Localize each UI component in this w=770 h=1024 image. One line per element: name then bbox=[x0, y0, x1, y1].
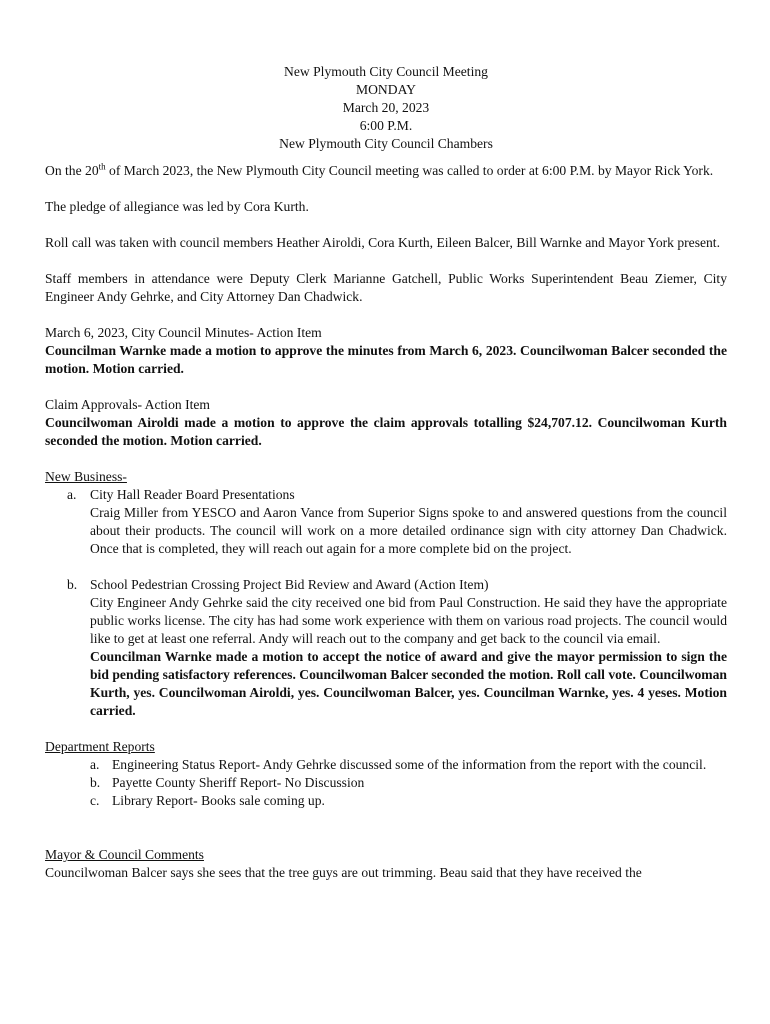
item-marker: a. bbox=[67, 487, 77, 502]
item-title: School Pedestrian Crossing Project Bid Review and Award (Action Item) bbox=[90, 577, 489, 592]
mayor-comments-heading: Mayor & Council Comments bbox=[45, 847, 204, 862]
opening-text-end: of March 2023, the New Plymouth City Council meeting was called to order at 6:00 P.M. by Mayor Rick York. bbox=[105, 163, 714, 178]
meeting-header bbox=[45, 63, 727, 153]
meeting-title: New Plymouth City Council Meeting bbox=[284, 64, 488, 79]
minutes-motion: Councilman Warnke made a motion to approve the minutes from March 6, 2023. Councilwoman Balcer seconded the motion. Motion carried. bbox=[45, 343, 727, 376]
new-business-section bbox=[45, 468, 727, 720]
new-business-item-b bbox=[45, 576, 727, 720]
item-marker: b. bbox=[90, 775, 101, 790]
item-marker: b. bbox=[67, 577, 78, 592]
report-item-a bbox=[45, 756, 727, 774]
roll-call-paragraph: Roll call was taken with council members Heather Airoldi, Cora Kurth, Eileen Balcer, Bill Warnke and Mayor York present. bbox=[45, 235, 720, 250]
minutes-section bbox=[45, 324, 727, 378]
minutes-title: March 6, 2023, City Council Minutes- Action Item bbox=[45, 325, 322, 340]
item-motion: Councilman Warnke made a motion to accept the notice of award and give the mayor permission to sign the bid pending satisfactory references. Councilwoman Balcer seconded the motion. Roll call vote. Councilwoman Kurth, yes. Councilwoman Airoldi, yes. Councilwoman Balcer, yes. Councilman Warnke, yes. 4 yeses. Motion carried. bbox=[90, 649, 727, 718]
report-item-c bbox=[45, 792, 727, 810]
item-title: City Hall Reader Board Presentations bbox=[90, 487, 295, 502]
meeting-day: MONDAY bbox=[356, 82, 416, 97]
department-reports-heading: Department Reports bbox=[45, 739, 155, 754]
item-text: City Engineer Andy Gehrke said the city received one bid from Paul Construction. He said they have the appropriate public works license. The city has had some work experience with them on various road projects. The council would like to get at least one referral. Andy will reach out to the company and get back to the council via email. bbox=[90, 595, 727, 646]
opening-text-start: On the 20 bbox=[45, 163, 99, 178]
item-text: Engineering Status Report- Andy Gehrke discussed some of the information from the report with the council. bbox=[112, 757, 707, 772]
claims-motion: Councilwoman Airoldi made a motion to approve the claim approvals totalling $24,707.12. Councilwoman Kurth seconded the motion. Motion carried. bbox=[45, 415, 727, 448]
item-marker: c. bbox=[90, 793, 100, 808]
claims-section bbox=[45, 396, 727, 450]
opening-paragraph bbox=[45, 162, 727, 180]
document-page bbox=[45, 63, 727, 882]
item-text: Craig Miller from YESCO and Aaron Vance from Superior Signs spoke to and answered questions from the council about their products. The council will work on a more detailed ordinance sign with city attorney Dan Chadwick. Once that is completed, they will reach out again for a more complete bid on the project. bbox=[90, 505, 727, 556]
new-business-item-a bbox=[45, 486, 727, 558]
meeting-date: March 20, 2023 bbox=[342, 100, 430, 115]
new-business-heading: New Business- bbox=[45, 469, 127, 484]
mayor-council-comments-section bbox=[45, 846, 727, 882]
pledge-paragraph: The pledge of allegiance was led by Cora Kurth. bbox=[45, 199, 309, 214]
staff-paragraph: Staff members in attendance were Deputy Clerk Marianne Gatchell, Public Works Superintendent Beau Ziemer, City Engineer Andy Gehrke, and City Attorney Dan Chadwick. bbox=[45, 271, 727, 304]
item-text: Library Report- Books sale coming up. bbox=[112, 793, 325, 808]
claims-title: Claim Approvals- Action Item bbox=[45, 397, 210, 412]
mayor-comments-text: Councilwoman Balcer says she sees that the tree guys are out trimming. Beau said that they have received the bbox=[45, 865, 642, 880]
item-text: Payette County Sheriff Report- No Discussion bbox=[112, 775, 365, 790]
department-reports-section bbox=[45, 738, 727, 810]
report-item-b bbox=[45, 774, 727, 792]
meeting-time: 6:00 P.M. bbox=[359, 118, 413, 133]
meeting-location: New Plymouth City Council Chambers bbox=[279, 136, 493, 151]
item-marker: a. bbox=[90, 757, 100, 772]
ordinal-suffix: th bbox=[98, 161, 106, 172]
